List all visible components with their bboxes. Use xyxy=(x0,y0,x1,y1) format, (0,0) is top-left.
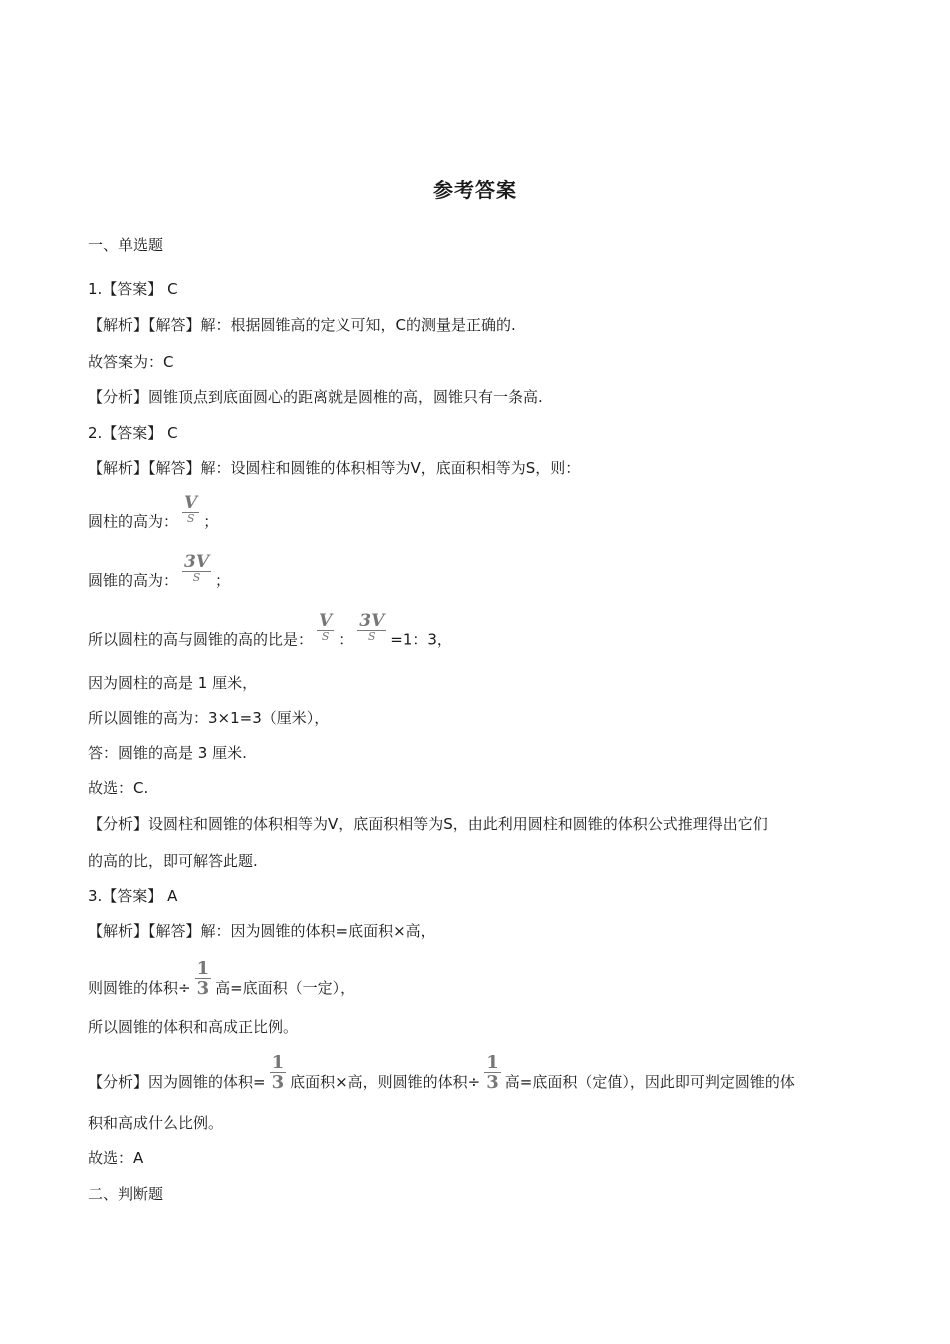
q3-result: 故选：A xyxy=(88,1149,144,1167)
q2-ratio-line: 所以圆柱的高与圆锥的高的比是： $\frac{V}{S}$ ： $\frac{3V}{S}$ =1：3， xyxy=(88,611,452,649)
q3-answer: 3.【答案】 A xyxy=(88,887,178,905)
q3-explanation: 【解析】【解答】解：因为圆锥的体积=底面积×高， xyxy=(88,922,436,940)
fraction-one-third: $\frac{1}{3}$ xyxy=(486,1052,499,1093)
q3-then-line: 则圆锥的体积÷ $\frac{1}{3}$ 高=底面积（一定）， xyxy=(88,958,356,999)
q2-line-cylinder-given: 因为圆柱的高是 1 厘米， xyxy=(88,674,258,692)
q2-line-answer: 答：圆锥的高是 3 厘米. xyxy=(88,744,247,762)
q1-explanation: 【解析】【解答】解：根据圆锥高的定义可知，C的测量是正确的. xyxy=(88,316,516,334)
q2-cone-height-label: 圆锥的高为： xyxy=(88,571,179,590)
fraction-one-third: $\frac{1}{3}$ xyxy=(271,1052,285,1093)
q1-result: 故答案为：C xyxy=(88,353,174,371)
q2-line-cone-calc: 所以圆锥的高为：3×1=3（厘米）， xyxy=(88,709,330,727)
q2-cylinder-height-label: 圆柱的高为： xyxy=(88,512,179,531)
q1-analysis: 【分析】圆锥顶点到底面圆心的距离就是圆椎的高，圆锥只有一条高. xyxy=(88,388,543,406)
q2-result: 故选：C. xyxy=(88,779,149,797)
q3-conclusion: 所以圆锥的体积和高成正比例。 xyxy=(88,1018,299,1036)
q2-analysis-line1: 【分析】设圆柱和圆锥的体积相等为V，底面积相等为S，由此利用圆柱和圆锥的体积公式推理得出它们 xyxy=(88,815,768,833)
q2-answer: 2.【答案】 C xyxy=(88,424,178,442)
fraction-3v-over-s: $\frac{3V}{S}$ xyxy=(184,552,210,584)
q3-analysis-line1: 【分析】因为圆锥的体积= $\frac{1}{3}$ 底面积×高，则圆锥的体积÷ $\frac{1}{3}$ 高=底面积（定值），因此即可判定圆锥的体 xyxy=(88,1052,795,1093)
q2-cone-height-line: 圆锥的高为： $\frac{3V}{S}$ ； xyxy=(88,552,231,590)
fraction-one-third: $\frac{1}{3}$ xyxy=(196,958,210,999)
q1-answer: 1.【答案】 C xyxy=(88,280,178,298)
fraction-v-over-s: $\frac{V}{S}$ xyxy=(319,611,333,643)
q2-cylinder-height-line: 圆柱的高为： $\frac{V}{S}$ ； xyxy=(88,493,219,531)
section-heading-true-false: 二、判断题 xyxy=(88,1185,164,1203)
page-title: 参考答案 xyxy=(433,178,517,202)
q2-ratio-label: 所以圆柱的高与圆锥的高的比是： xyxy=(88,630,314,649)
q2-analysis-line2: 的高的比，即可解答此题. xyxy=(88,852,258,870)
section-heading-single-choice: 一、单选题 xyxy=(88,236,164,254)
fraction-v-over-s: $\frac{V}{S}$ xyxy=(184,493,198,525)
q3-analysis-line2: 积和高成什么比例。 xyxy=(88,1114,224,1132)
q2-explanation: 【解析】【解答】解：设圆柱和圆锥的体积相等为V，底面积相等为S，则： xyxy=(88,459,581,477)
fraction-3v-over-s: $\frac{3V}{S}$ xyxy=(359,611,385,643)
